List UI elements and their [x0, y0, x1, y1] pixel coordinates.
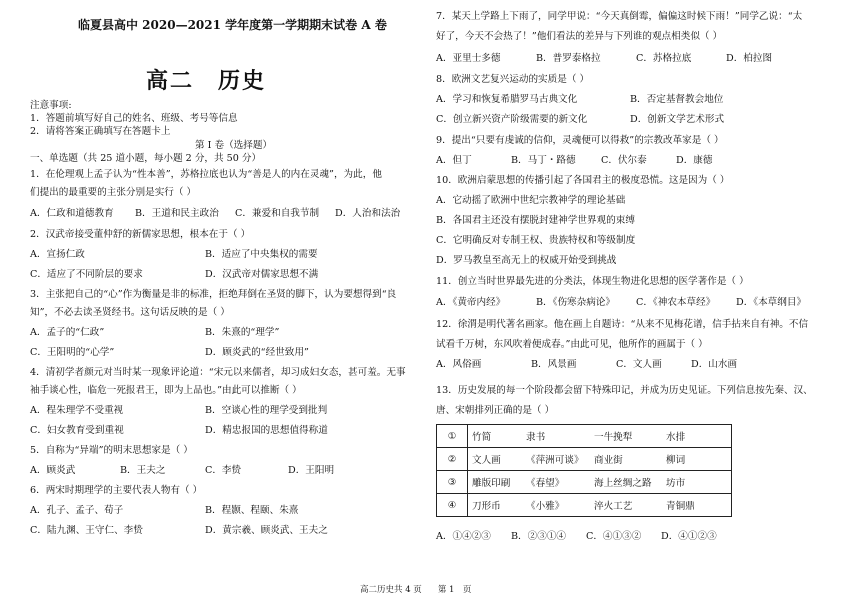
- footer-total-pages: 高二历史共 4 页: [360, 585, 422, 595]
- option: D．王阳明: [288, 465, 335, 476]
- table-item: 坊市: [666, 478, 686, 489]
- option: B．各国君主还没有摆脱封建神学世界观的束缚: [436, 215, 635, 226]
- question-stem: 1．在伦理观上孟子认为“性本善”，苏格拉底也认为“善是人的内在灵魂”，为此，他: [30, 169, 382, 180]
- option: B．王道和民主政治: [135, 208, 219, 219]
- page-footer: [360, 583, 487, 595]
- option: A．它动摇了欧洲中世纪宗教神学的理论基础: [436, 195, 626, 206]
- option: D．④①②③: [661, 531, 717, 542]
- table-item: 淬火工艺: [594, 501, 633, 512]
- option: A．但丁: [436, 155, 472, 166]
- table-cell-items: [468, 471, 732, 494]
- question-stem: 4．清初学者颜元对当时某一现象评论道：“宋元以来儒者，却习成妇女态，甚可羞。无事: [30, 367, 406, 378]
- option: D．罗马教皇至高无上的权威开始受到挑战: [436, 255, 617, 266]
- table-item: 雕版印刷: [472, 478, 511, 489]
- table-item: 《萍洲可谈》: [526, 455, 584, 466]
- option: A．风俗画: [436, 359, 482, 370]
- option: A．学习和恢复希腊罗马古典文化: [436, 94, 578, 105]
- option: D．柏拉图: [726, 53, 773, 64]
- option: C．陆九渊、王守仁、李贽: [30, 525, 143, 536]
- table-item: 水排: [666, 432, 686, 443]
- exam-subject: 高二 历史: [146, 68, 267, 94]
- table-item: 刀形币: [472, 501, 501, 512]
- table-cell-items: [468, 448, 732, 471]
- table-item: 《小雅》: [526, 501, 565, 512]
- question-stem: 12．徐渭是明代著名画家。他在画上自题诗：“从来不见梅花谱，信手拈来自有神。不信: [436, 319, 809, 330]
- table-cell-items: [468, 494, 732, 517]
- question-stem: 6．两宋时期理学的主要代表人物有（ ）: [30, 485, 203, 496]
- question-stem: 2．汉武帝接受董仲舒的新儒家思想，根本在于（ ）: [30, 229, 251, 240]
- question-stem: 们提出的最重要的主张分别是实行（ ）: [30, 187, 197, 198]
- option: C．适应了不同阶层的要求: [30, 269, 143, 280]
- table-item: 一牛挽犁: [594, 432, 633, 443]
- question-stem: 好了，今天不会热了！”他们看法的差异与下列谁的观点相类似（ ）: [436, 31, 723, 42]
- table-item: 竹简: [472, 432, 492, 443]
- question-stem: 试看千万树，东风吹着便成春。”由此可见，他所作的画属于（ ）: [436, 339, 708, 350]
- question-stem: 袖手谈心性，临危一死报君王，即为上品也。”由此可以推断（ ）: [30, 385, 302, 396]
- table-item: 青铜鼎: [666, 501, 695, 512]
- option: D．顾炎武的“经世致用”: [205, 347, 309, 358]
- question-stem: 7．某天上学路上下雨了，同学甲说：“今天真倒霉，偏偏这时候下雨！”同学乙说：“太: [436, 11, 803, 22]
- option: A．宣扬仁政: [30, 249, 85, 260]
- question-stem: 13．历史发展的每一个阶段都会留下特殊印记，并成为历史见证。下列信息按先秦、汉、: [436, 385, 813, 396]
- table-item: 柳词: [666, 455, 686, 466]
- section-instruction: 一、单选题（共 25 道小题，每小题 2 分，共 50 分）: [30, 153, 262, 164]
- table-item: 商业街: [594, 455, 623, 466]
- option: A．顾炎武: [30, 465, 76, 476]
- option: B．普罗泰格拉: [536, 53, 601, 64]
- option: A．孔子、孟子、荀子: [30, 505, 124, 516]
- question-stem: 3．主张把自己的“心”作为衡量是非的标准，拒绝拜倒在圣贤的脚下，认为要想得到“良: [30, 289, 397, 300]
- option: B．风景画: [531, 359, 577, 370]
- option: D．汉武帝对儒家思想不满: [205, 269, 319, 280]
- table-cell-num: ②: [437, 448, 468, 471]
- option: A．①④②③: [436, 531, 491, 542]
- option: B．朱熹的“理学”: [205, 327, 280, 338]
- option: C．李贽: [205, 465, 242, 476]
- option: A．《黄帝内经》: [436, 297, 506, 308]
- table-row: [437, 494, 732, 517]
- option: A．孟子的“仁政”: [30, 327, 105, 338]
- option: C．兼爱和自我节制: [235, 208, 320, 219]
- option: B．否定基督教会地位: [630, 94, 724, 105]
- question-stem: 5．自称为“异端”的明末思想家是（ ）: [30, 445, 193, 456]
- table-cell-num: ③: [437, 471, 468, 494]
- footer-page-number: 第 1 页: [437, 585, 472, 595]
- option: D．创新文学艺术形式: [630, 114, 725, 125]
- table-item: 海上丝绸之路: [594, 478, 652, 489]
- table-item: 《春望》: [526, 478, 565, 489]
- option: B．马丁・路德: [511, 155, 576, 166]
- option: D．《本草纲目》: [736, 297, 807, 308]
- question-stem: 知”，不必去读圣贤经书。这句话反映的是（ ）: [30, 307, 230, 318]
- question-13-table: [436, 424, 732, 517]
- option: D．人治和法治: [335, 208, 401, 219]
- option: D．康德: [676, 155, 713, 166]
- option: D．精忠报国的思想值得称道: [205, 425, 328, 436]
- option: C．文人画: [616, 359, 662, 370]
- table-cell-items: [468, 425, 732, 448]
- option: C．王阳明的“心学”: [30, 347, 115, 358]
- question-stem: 11．创立当时世界最先进的分类法，体现生物进化思想的医学著作是（ ）: [436, 276, 749, 287]
- question-stem: 10．欧洲启蒙思想的传播引起了各国君主的极度恐慌。这是因为（ ）: [436, 175, 730, 186]
- option: B．空谈心性的理学受到批判: [205, 405, 328, 416]
- option: B．程颢、程颐、朱熹: [205, 505, 299, 516]
- section-name: 第 I 卷（选择题）: [195, 140, 273, 151]
- table-cell-num: ①: [437, 425, 468, 448]
- option: B．《伤寒杂病论》: [536, 297, 615, 308]
- option: C．它明确反对专制王权、贵族特权和等级制度: [436, 235, 636, 246]
- question-stem: 8．欧洲文艺复兴运动的实质是（ ）: [436, 74, 590, 85]
- option: B．②③①④: [511, 531, 567, 542]
- option: C．创立新兴资产阶级需要的新文化: [436, 114, 588, 125]
- table-row: [437, 425, 732, 448]
- option: C．《神农本草经》: [636, 297, 716, 308]
- option: C．妇女教育受到重视: [30, 425, 124, 436]
- table-row: [437, 471, 732, 494]
- option: A．亚里士多德: [436, 53, 501, 64]
- note-item: 2．请将答案正确填写在答题卡上: [30, 126, 171, 137]
- option: D．山水画: [691, 359, 738, 370]
- question-stem: 9．提出“只要有虔诚的信仰，灵魂便可以得救”的宗教改革家是（ ）: [436, 135, 724, 146]
- table-item: 隶书: [526, 432, 546, 443]
- table-row: [437, 448, 732, 471]
- question-stem: 唐、宋朝排列正确的是（ ）: [436, 405, 555, 416]
- option: A．仁政和道德教育: [30, 208, 114, 219]
- option: B．适应了中央集权的需要: [205, 249, 318, 260]
- note-item: 1．答题前填写好自己的姓名、班级、考号等信息: [30, 113, 238, 124]
- exam-title: 临夏县高中 2020—2021 学年度第一学期期末试卷 A 卷: [78, 18, 387, 32]
- table-cell-num: ④: [437, 494, 468, 517]
- option: B．王夫之: [120, 465, 166, 476]
- option: C．④①③②: [586, 531, 642, 542]
- option: C．伏尔泰: [601, 155, 647, 166]
- option: C．苏格拉底: [636, 53, 692, 64]
- table-item: 文人画: [472, 455, 501, 466]
- option: A．程朱理学不受重视: [30, 405, 124, 416]
- notes-heading: 注意事项:: [30, 100, 72, 111]
- option: D．黄宗羲、顾炎武、王夫之: [205, 525, 328, 536]
